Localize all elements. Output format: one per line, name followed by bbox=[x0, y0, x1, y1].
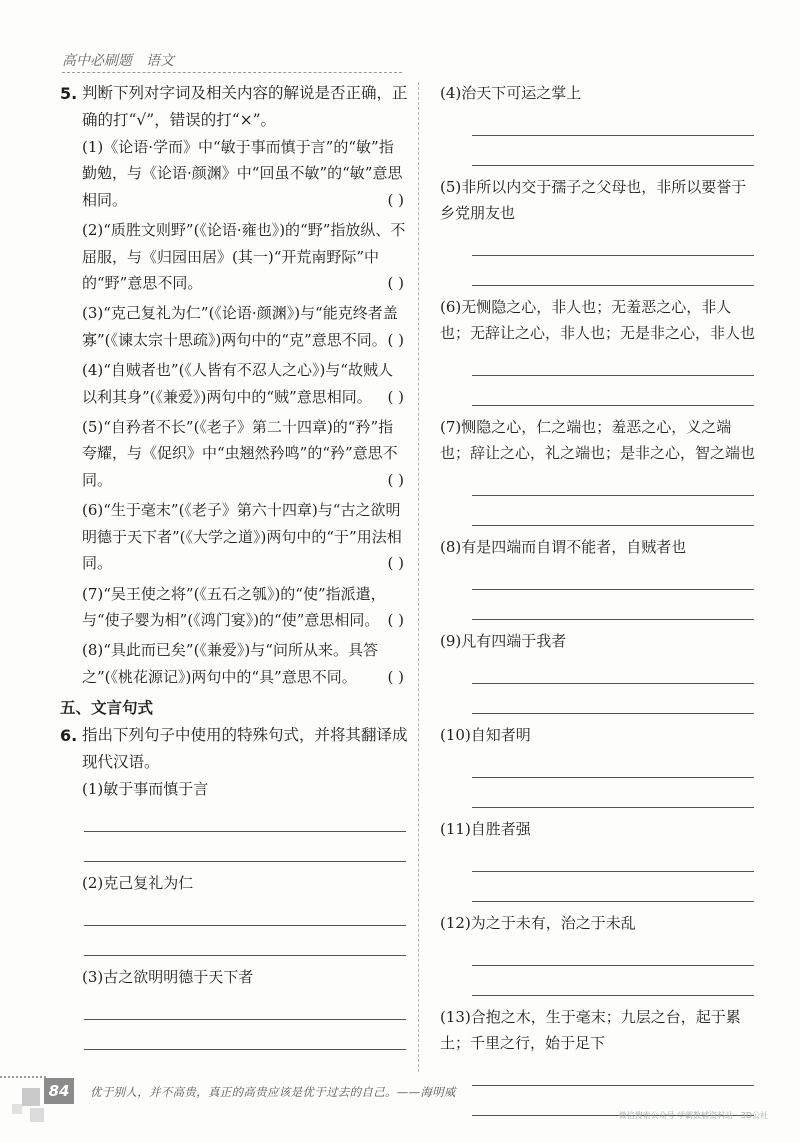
translation-item bbox=[440, 910, 756, 996]
answer-line[interactable] bbox=[472, 496, 754, 526]
sentence: (13)合抱之木，生于毫末；九层之台，起于累土；千里之行，始于足下 bbox=[440, 1008, 741, 1052]
answer-line[interactable] bbox=[472, 872, 754, 902]
sentence: (11)自胜者强 bbox=[440, 820, 531, 838]
sentence: (12)为之于未有，治之于未乱 bbox=[440, 914, 636, 932]
answer-line[interactable] bbox=[472, 936, 754, 966]
answer-blank[interactable]: ( ) bbox=[387, 274, 404, 293]
item-text: (7)“吴王使之将”(《五石之瓠》)的“使”指派遣，与“使子婴为相”(《鸿门宴》)的“使”意思相同。 bbox=[82, 584, 386, 629]
sentence: (5)非所以内交于孺子之父母也，非所以要誉于乡党朋友也 bbox=[440, 178, 747, 222]
answer-line[interactable] bbox=[472, 590, 754, 620]
translation-item bbox=[440, 80, 756, 166]
translation-item bbox=[440, 628, 756, 714]
sentence: (1)敏于事而慎于言 bbox=[82, 780, 209, 799]
translation-item bbox=[440, 816, 756, 902]
answer-line[interactable] bbox=[472, 376, 754, 406]
q5-item bbox=[60, 134, 408, 213]
translation-item bbox=[440, 414, 756, 526]
answer-blank[interactable]: ( ) bbox=[387, 330, 404, 349]
q5-item bbox=[60, 581, 408, 634]
answer-line[interactable] bbox=[472, 256, 754, 286]
item-text: (3)“克己复礼为仁”(《论语·颜渊》)与“能克终者盖寡”(《谏太宗十思疏》)两句中的“克”意思不同。 bbox=[82, 304, 398, 349]
answer-line[interactable] bbox=[472, 1056, 754, 1086]
answer-line[interactable] bbox=[472, 966, 754, 996]
translation-item bbox=[60, 776, 408, 862]
translation-item bbox=[60, 870, 408, 956]
question-5-stem bbox=[60, 80, 408, 134]
sentence: (4)治天下可运之掌上 bbox=[440, 84, 582, 102]
item-text: (5)“自矜者不长”(《老子》第二十四章)的“矜”指夸耀，与《促织》中“虫翘然矜鸣”的“矜”意思不同。 bbox=[82, 418, 398, 489]
translation-item bbox=[440, 534, 756, 620]
answer-blank[interactable]: ( ) bbox=[387, 610, 404, 629]
q5-item bbox=[60, 637, 408, 690]
sentence: (10)自知者明 bbox=[440, 726, 531, 744]
sentence: (7)恻隐之心，仁之端也；羞恶之心，义之端也；辞让之心，礼之端也；是非之心，智之端也 bbox=[440, 418, 756, 462]
answer-line[interactable] bbox=[472, 842, 754, 872]
answer-line[interactable] bbox=[472, 748, 754, 778]
answer-blank[interactable]: ( ) bbox=[387, 470, 404, 489]
right-column bbox=[440, 80, 756, 1116]
translation-item bbox=[440, 294, 756, 406]
item-text: (4)“自贼者也”(《人皆有不忍人之心》)与“故贼人以利其身”(《兼爱》)两句中的“贼”意思相同。 bbox=[82, 361, 393, 406]
question-number: 6. bbox=[60, 726, 78, 746]
answer-line[interactable] bbox=[84, 896, 406, 926]
item-text: (2)“质胜文则野”(《论语·雍也》)的“野”指放纵、不屈服，与《归园田居》(其一)“开荒南野际”中的“野”意思不同。 bbox=[82, 221, 406, 293]
answer-blank[interactable]: ( ) bbox=[387, 667, 404, 686]
sentence: (2)克己复礼为仁 bbox=[82, 874, 194, 893]
book-title: 高中必刷题 bbox=[62, 53, 132, 69]
answer-line[interactable] bbox=[472, 106, 754, 136]
sentence: (6)无恻隐之心，非人也；无羞恶之心，非人也；无辞让之心，非人也；无是非之心，非人也 bbox=[440, 298, 756, 342]
question-text: 判断下列对字词及相关内容的解说是否正确，正确的打“√”，错误的打“×”。 bbox=[82, 84, 408, 129]
q5-item bbox=[60, 300, 408, 353]
q5-item bbox=[60, 217, 408, 296]
answer-line[interactable] bbox=[472, 226, 754, 256]
sentence: (9)凡有四端于我者 bbox=[440, 632, 567, 650]
footer-quote: 优于别人，并不高贵，真正的高贵应该是优于过去的自己。——海明威 bbox=[90, 1085, 456, 1099]
answer-line[interactable] bbox=[472, 346, 754, 376]
translation-item bbox=[440, 1004, 756, 1116]
item-text: (1)《论语·学而》中“敏于事而慎于言”的“敏”指勤勉，与《论语·颜渊》中“回虽不敏”的“敏”意思相同。 bbox=[82, 138, 403, 209]
question-number: 5. bbox=[60, 84, 78, 103]
page-number: 84 bbox=[44, 1078, 74, 1104]
q5-item bbox=[60, 357, 408, 410]
answer-blank[interactable]: ( ) bbox=[387, 387, 404, 406]
translation-item bbox=[60, 964, 408, 1050]
answer-line[interactable] bbox=[472, 560, 754, 590]
answer-line[interactable] bbox=[472, 654, 754, 684]
answer-line[interactable] bbox=[472, 466, 754, 496]
answer-line[interactable] bbox=[472, 136, 754, 166]
q5-item bbox=[60, 414, 408, 493]
question-6-stem bbox=[60, 722, 408, 776]
section-title: 五、文言句式 bbox=[60, 699, 154, 718]
item-text: (8)“具此而已矣”(《兼爱》)与“问所从来。具答之”(《桃花源记》)两句中的“具”意思不同。 bbox=[82, 641, 378, 686]
answer-line[interactable] bbox=[84, 1020, 406, 1050]
answer-line[interactable] bbox=[84, 926, 406, 956]
answer-line[interactable] bbox=[472, 778, 754, 808]
translation-item bbox=[440, 722, 756, 808]
translation-item bbox=[440, 174, 756, 286]
answer-line[interactable] bbox=[84, 832, 406, 862]
left-column bbox=[60, 80, 408, 1050]
sentence: (8)有是四端而自谓不能者，自贼者也 bbox=[440, 538, 687, 556]
item-text: (6)“生于毫末”(《老子》第六十四章)与“古之欲明明德于天下者”(《大学之道》)两句中的“于”用法相同。 bbox=[82, 501, 402, 573]
answer-line[interactable] bbox=[84, 802, 406, 832]
answer-line[interactable] bbox=[472, 684, 754, 714]
sentence: (3)古之欲明明德于天下者 bbox=[82, 968, 254, 987]
q5-item bbox=[60, 497, 408, 576]
running-header bbox=[62, 50, 402, 73]
answer-line[interactable] bbox=[84, 990, 406, 1020]
subject-label: 语文 bbox=[146, 53, 174, 69]
answer-blank[interactable]: ( ) bbox=[387, 554, 404, 573]
column-divider bbox=[418, 82, 419, 1072]
question-text: 指出下列句子中使用的特殊句式，并将其翻译成现代汉语。 bbox=[82, 726, 408, 772]
watermark: 微信搜索公众号 学霸数辅资料站 · 3D公社 bbox=[618, 1111, 768, 1120]
answer-blank[interactable]: ( ) bbox=[387, 190, 404, 209]
